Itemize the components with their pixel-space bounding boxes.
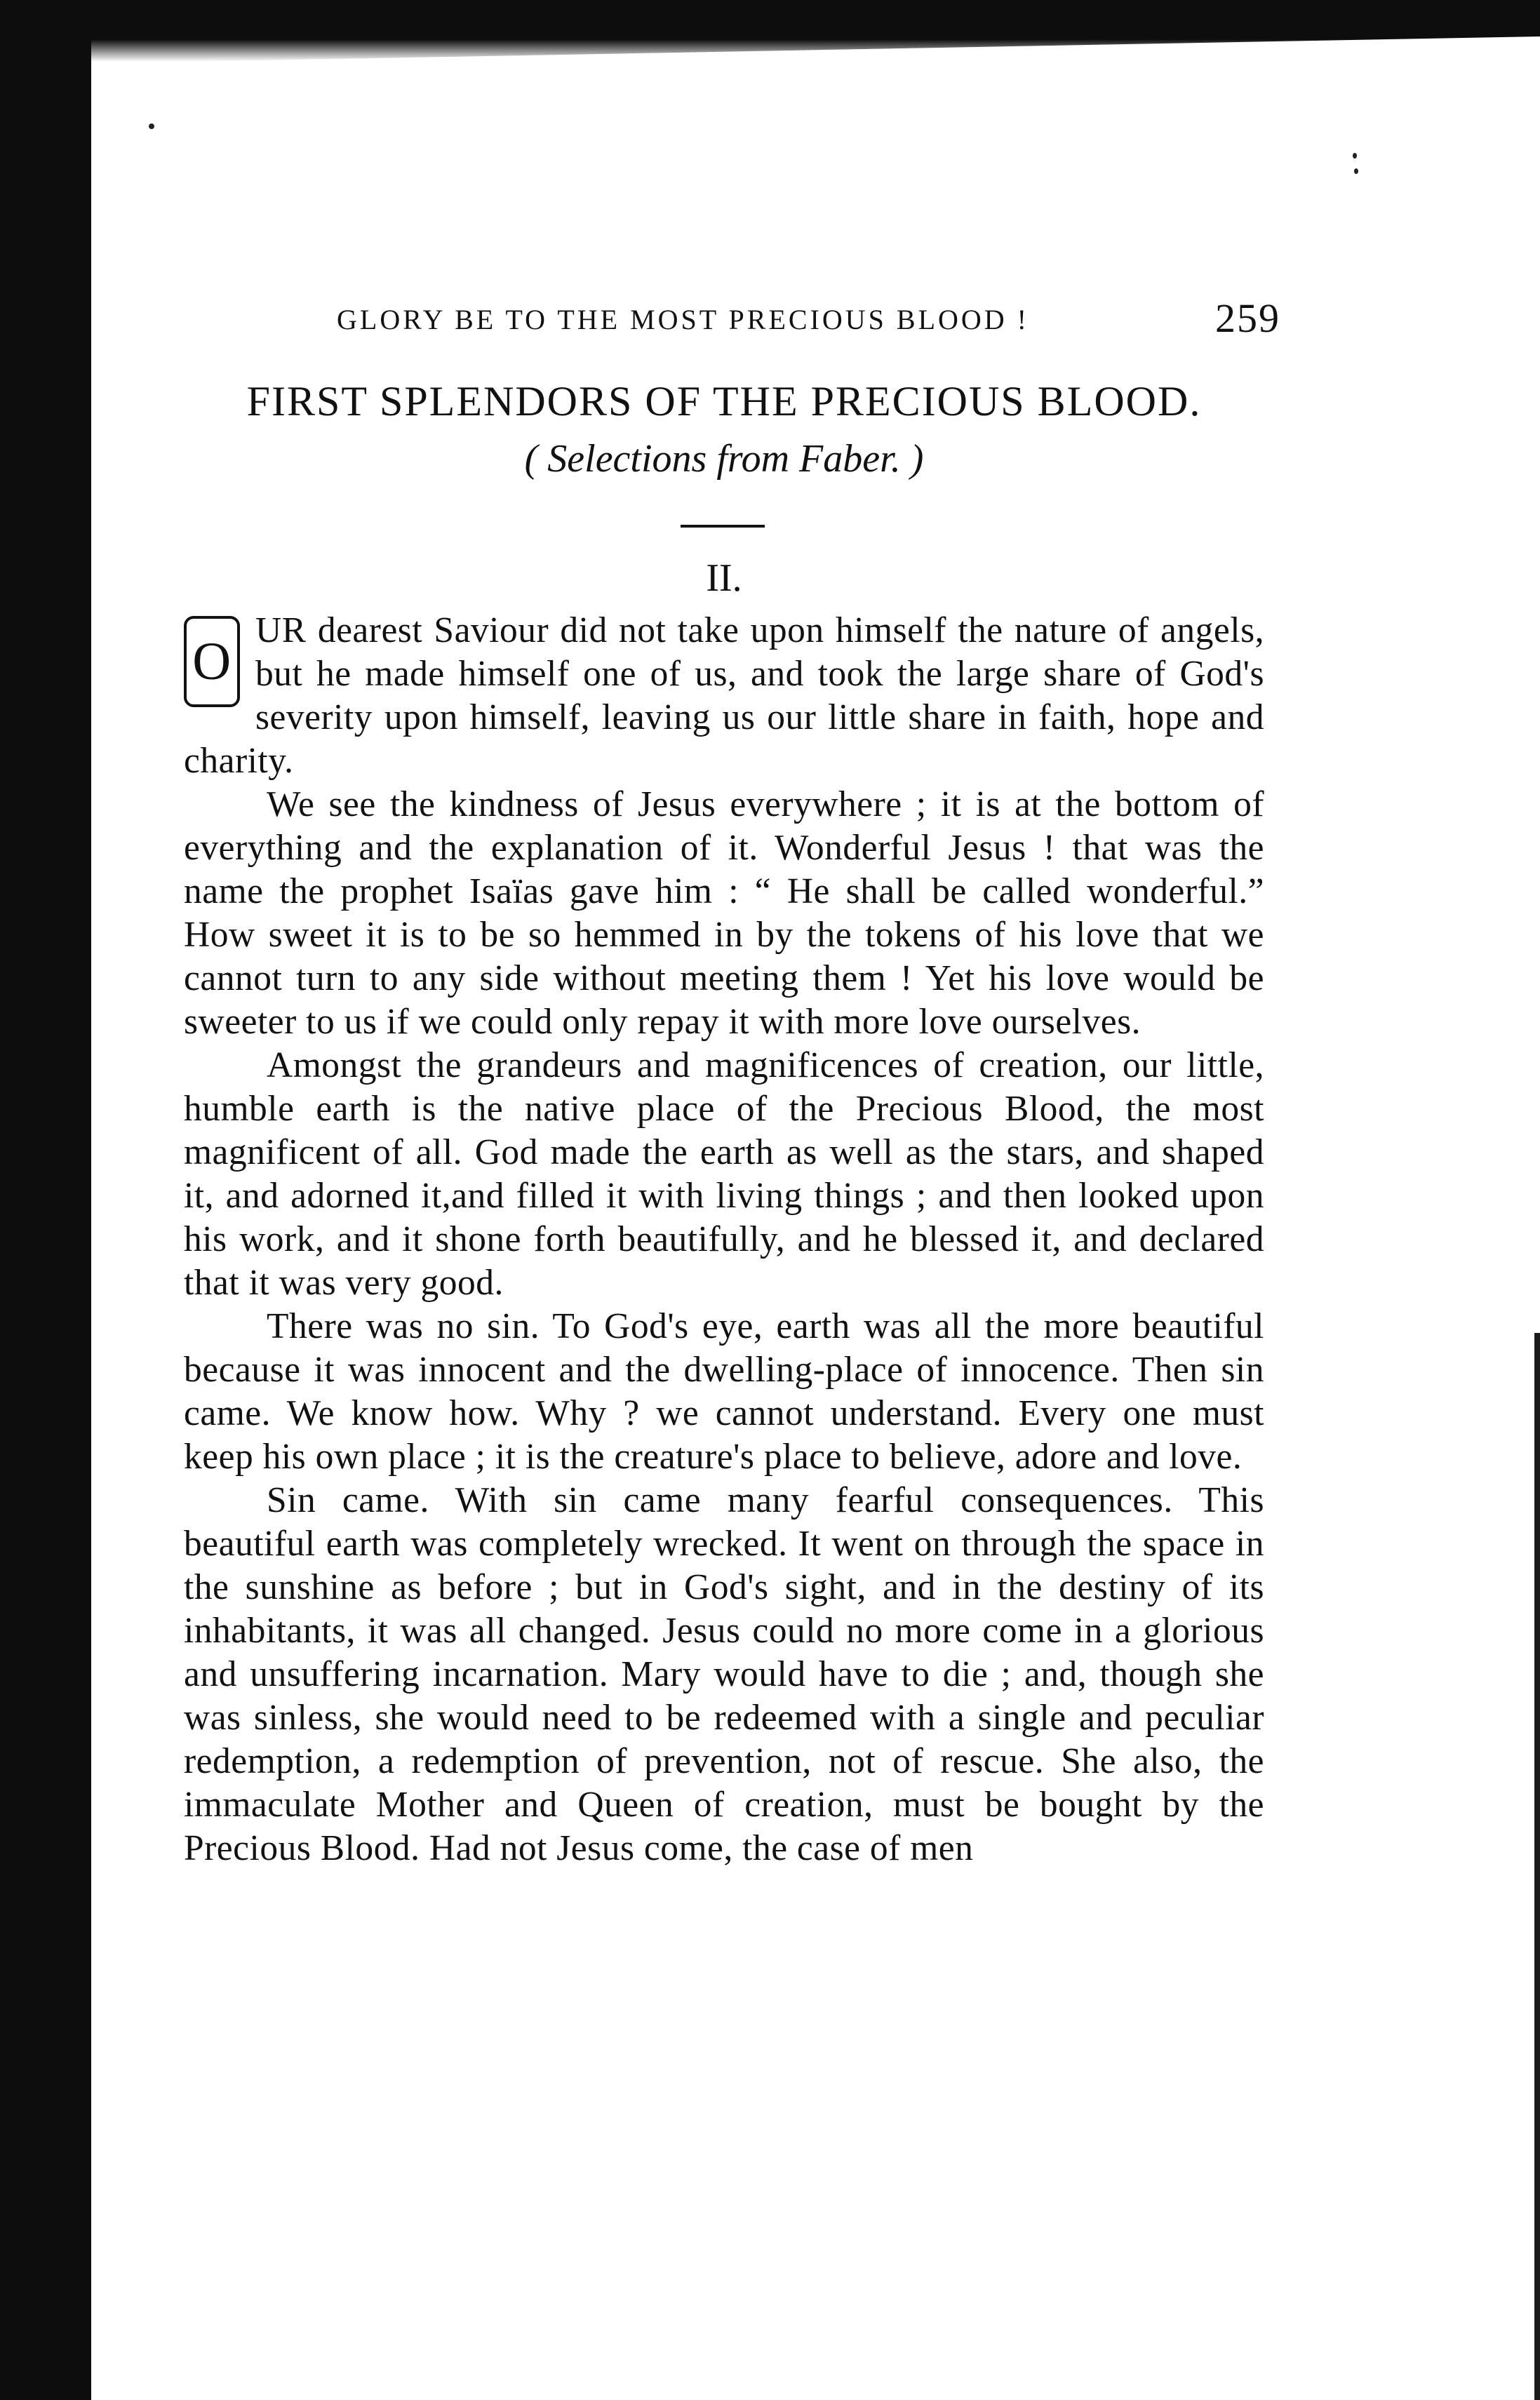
scan-speck [1353, 153, 1357, 159]
scan-top-border [0, 0, 1540, 34]
paragraph-3: Amongst the grandeurs and magnificences of creation, our little, humble earth is the native place of the Precious Blood, the most magnificent of all. God made the earth as well as the stars, and shaped it, and adorned it,and filled it with living things ; and then looked upon his work, and it shone forth beautifully, and he blessed it, and declared that it was very good. [184, 1045, 1264, 1303]
article-subtitle: ( Selections from Faber. ) [524, 437, 924, 481]
running-head [337, 293, 1280, 342]
paragraph-2: We see the kindness of Jesus everywhere ; it is at the bottom of everything and the explanation of it. Wonderful Jesus ! that was the name the prophet Isaïas gave him : “ He shall be called wonderful.” How sweet it is to be so hemmed in by the tokens of his love that we cannot turn to any side without meeting them ! Yet his love would be sweeter to us if we could only repay it with more love ourselves. [184, 784, 1264, 1042]
scan-speck [149, 123, 154, 129]
scan-speck [1354, 168, 1358, 174]
scan-left-border [0, 28, 91, 2400]
running-head-title: GLORY BE TO THE MOST PRECIOUS BLOOD ! [337, 304, 1029, 335]
section-numeral: II. [706, 556, 742, 600]
article-title: FIRST SPLENDORS OF THE PRECIOUS BLOOD. [246, 378, 1202, 424]
page-number: 259 [1215, 295, 1280, 341]
paragraph-1-text: UR dearest Saviour did not take upon himself the nature of angels, but he made himself one of us, and took the large share of God's severity upon himself, leaving us our little share in faith, hope and charity. [184, 610, 1264, 781]
article-body [184, 609, 1264, 1870]
paragraph-5: Sin came. With sin came many fearful consequences. This beautiful earth was completely wrecked. It went on through the space in the sunshine as before ; but in God's sight, and in the destiny of its inhabitants, it was all changed. Jesus could no more come in a glorious and unsuffering incarnation. Mary would have to die ; and, though she was sinless, she would need to be redeemed with a single and peculiar redemption, a redemption of prevention, not of rescue. She also, the immaculate Mother and Queen of creation, must be bought by the Precious Blood. Had not Jesus come, the case of men [184, 1480, 1264, 1868]
scan-top-border-shadow [0, 34, 1540, 62]
title-rule [681, 525, 765, 528]
paragraph-4: There was no sin. To God's eye, earth was all the more beautiful because it was innocent and the dwelling-place of innocence. Then sin came. We know how. Why ? we cannot understand. Every one must keep his own place ; it is the creature's place to believe, adore and love. [184, 1306, 1264, 1477]
drop-cap: O [184, 616, 240, 707]
scan-right-edge [1534, 1333, 1540, 2400]
paragraph-1 [184, 609, 1264, 783]
